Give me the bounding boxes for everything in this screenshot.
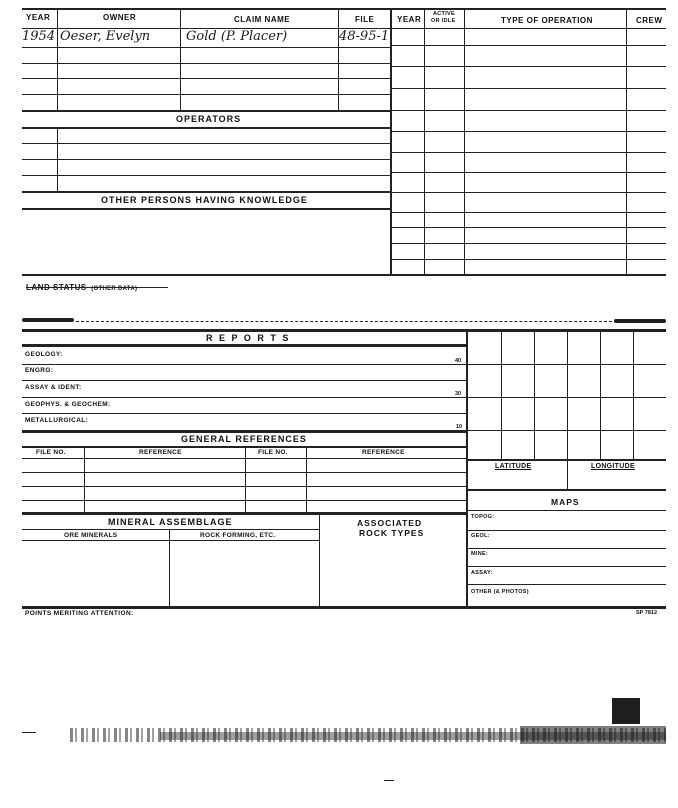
col-line xyxy=(600,329,601,459)
associated-label: ASSOCIATED xyxy=(357,518,423,528)
ore-minerals-label: ORE MINERALS xyxy=(64,532,118,539)
entry-year: 1954 xyxy=(22,29,56,44)
reports-heading: R E P O R T S xyxy=(206,333,291,343)
longitude-label: LONGITUDE xyxy=(591,463,635,470)
header-or-idle: OR IDLE xyxy=(431,18,456,24)
metallurgical-label: METALLURGICAL: xyxy=(25,417,89,424)
row-line xyxy=(22,380,466,381)
row-line xyxy=(22,529,319,530)
land-status-text: LAND STATUS xyxy=(26,283,87,292)
map-other-label: OTHER (& PHOTOS) xyxy=(471,589,529,595)
mineral-assemblage-heading: MINERAL ASSEMBLAGE xyxy=(108,517,233,527)
dash-mark xyxy=(22,732,36,733)
row-line xyxy=(390,172,666,173)
row-line xyxy=(466,584,666,585)
col-line xyxy=(245,446,246,512)
col-line-type xyxy=(626,8,627,276)
entry-owner: Oeser, Evelyn xyxy=(60,29,151,44)
header-owner: OWNER xyxy=(103,13,137,22)
row-line xyxy=(22,274,666,276)
row-line xyxy=(390,152,666,153)
col-line-owner xyxy=(180,8,181,112)
row-line xyxy=(22,364,466,365)
scan-streak-right xyxy=(520,726,666,744)
black-block xyxy=(612,698,640,724)
row-line xyxy=(466,459,666,461)
ref-reference-2: REFERENCE xyxy=(362,449,405,456)
col-line xyxy=(306,446,307,512)
row-line xyxy=(22,344,466,347)
row-line xyxy=(22,63,390,64)
col-line-year xyxy=(57,8,58,112)
geology-label: GEOLOGY: xyxy=(25,351,63,358)
top-border xyxy=(22,8,666,10)
assay-ident-label: ASSAY & IDENT: xyxy=(25,384,82,391)
header-year: YEAR xyxy=(26,13,51,22)
row-line xyxy=(390,88,666,89)
maps-heading: MAPS xyxy=(551,497,580,507)
row-line xyxy=(466,364,666,365)
row-line xyxy=(22,472,466,473)
header-active: ACTIVE xyxy=(433,11,455,17)
row-line xyxy=(22,47,390,48)
ref-file-no-2: FILE NO. xyxy=(258,449,288,456)
header-year-2: YEAR xyxy=(397,15,422,24)
row-line xyxy=(390,131,666,132)
row-line xyxy=(22,143,390,144)
ref-reference-1: REFERENCE xyxy=(139,449,182,456)
row-line xyxy=(22,94,390,95)
form-code: SP 7812 xyxy=(636,610,658,616)
row-line xyxy=(22,458,466,459)
map-mine-label: MINE: xyxy=(471,551,489,557)
row-line xyxy=(22,175,390,176)
row-line xyxy=(466,397,666,398)
row-line xyxy=(22,486,466,487)
land-status-underline xyxy=(26,287,168,288)
ink-smudge xyxy=(614,319,666,323)
row-line xyxy=(390,110,666,111)
row-line xyxy=(22,500,466,501)
row-line xyxy=(22,540,319,541)
col-line xyxy=(84,446,85,512)
land-status-label xyxy=(26,277,137,295)
dash-mark xyxy=(384,780,394,781)
row-line xyxy=(466,548,666,549)
row-line xyxy=(22,430,466,433)
latitude-label: LATITUDE xyxy=(495,463,532,470)
row-line xyxy=(22,110,390,112)
reports-top-border xyxy=(22,329,666,332)
entry-claim-name: Gold (P. Placer) xyxy=(186,29,288,44)
col-line xyxy=(319,512,320,607)
engrg-label: ENGRG: xyxy=(25,367,54,374)
row-line xyxy=(466,530,666,531)
rock-types-label: ROCK TYPES xyxy=(359,528,425,538)
metallurgical-number: 10 xyxy=(456,424,463,430)
row-line xyxy=(76,321,612,322)
header-type-of-operation: TYPE OF OPERATION xyxy=(501,16,593,25)
row-line xyxy=(466,489,666,491)
map-geol-label: GEOL: xyxy=(471,533,490,539)
assay-number: 30 xyxy=(455,391,462,397)
row-line xyxy=(466,566,666,567)
col-line xyxy=(169,529,170,607)
col-line-year-2 xyxy=(424,8,425,276)
col-line-file xyxy=(390,8,392,276)
row-line xyxy=(390,66,666,67)
map-topog-label: TOPOG: xyxy=(471,514,495,520)
col-line xyxy=(534,329,535,459)
col-line xyxy=(501,329,502,459)
row-line xyxy=(22,413,466,414)
other-persons-heading: OTHER PERSONS HAVING KNOWLEDGE xyxy=(101,195,308,205)
geology-number: 40 xyxy=(455,358,462,364)
row-line xyxy=(390,192,666,193)
points-meriting-attention: POINTS MERITING ATTENTION: xyxy=(25,610,134,617)
row-line xyxy=(390,227,666,228)
geophys-label: GEOPHYS. & GEOCHEM: xyxy=(25,401,111,408)
row-line xyxy=(22,446,466,448)
row-line xyxy=(390,45,666,46)
row-line xyxy=(390,259,666,260)
row-line xyxy=(22,78,390,79)
general-references-heading: GENERAL REFERENCES xyxy=(181,434,307,444)
row-line xyxy=(22,512,466,515)
col-line xyxy=(633,329,634,459)
ink-smudge xyxy=(22,318,74,322)
header-claim-name: CLAIM NAME xyxy=(234,15,291,24)
row-line xyxy=(466,430,666,431)
row-line xyxy=(22,191,390,193)
operators-heading: OPERATORS xyxy=(176,114,242,124)
row-line xyxy=(22,159,390,160)
row-line xyxy=(390,243,666,244)
ref-file-no-1: FILE NO. xyxy=(36,449,66,456)
map-assay-label: ASSAY: xyxy=(471,570,493,576)
col-line-claim xyxy=(338,8,339,112)
col-line-active xyxy=(464,8,465,276)
row-line xyxy=(390,212,666,213)
rock-forming-label: ROCK FORMING, ETC. xyxy=(200,532,276,539)
entry-file: 48-95-1 xyxy=(339,29,390,44)
row-line xyxy=(22,208,390,210)
row-line xyxy=(22,127,390,129)
land-status-note: (OTHER DATA) xyxy=(91,286,138,292)
col-line xyxy=(567,329,568,489)
header-file: FILE xyxy=(355,15,375,24)
row-line xyxy=(466,510,666,511)
row-line xyxy=(22,397,466,398)
bottom-border xyxy=(22,606,666,609)
header-crew: CREW xyxy=(636,16,663,25)
